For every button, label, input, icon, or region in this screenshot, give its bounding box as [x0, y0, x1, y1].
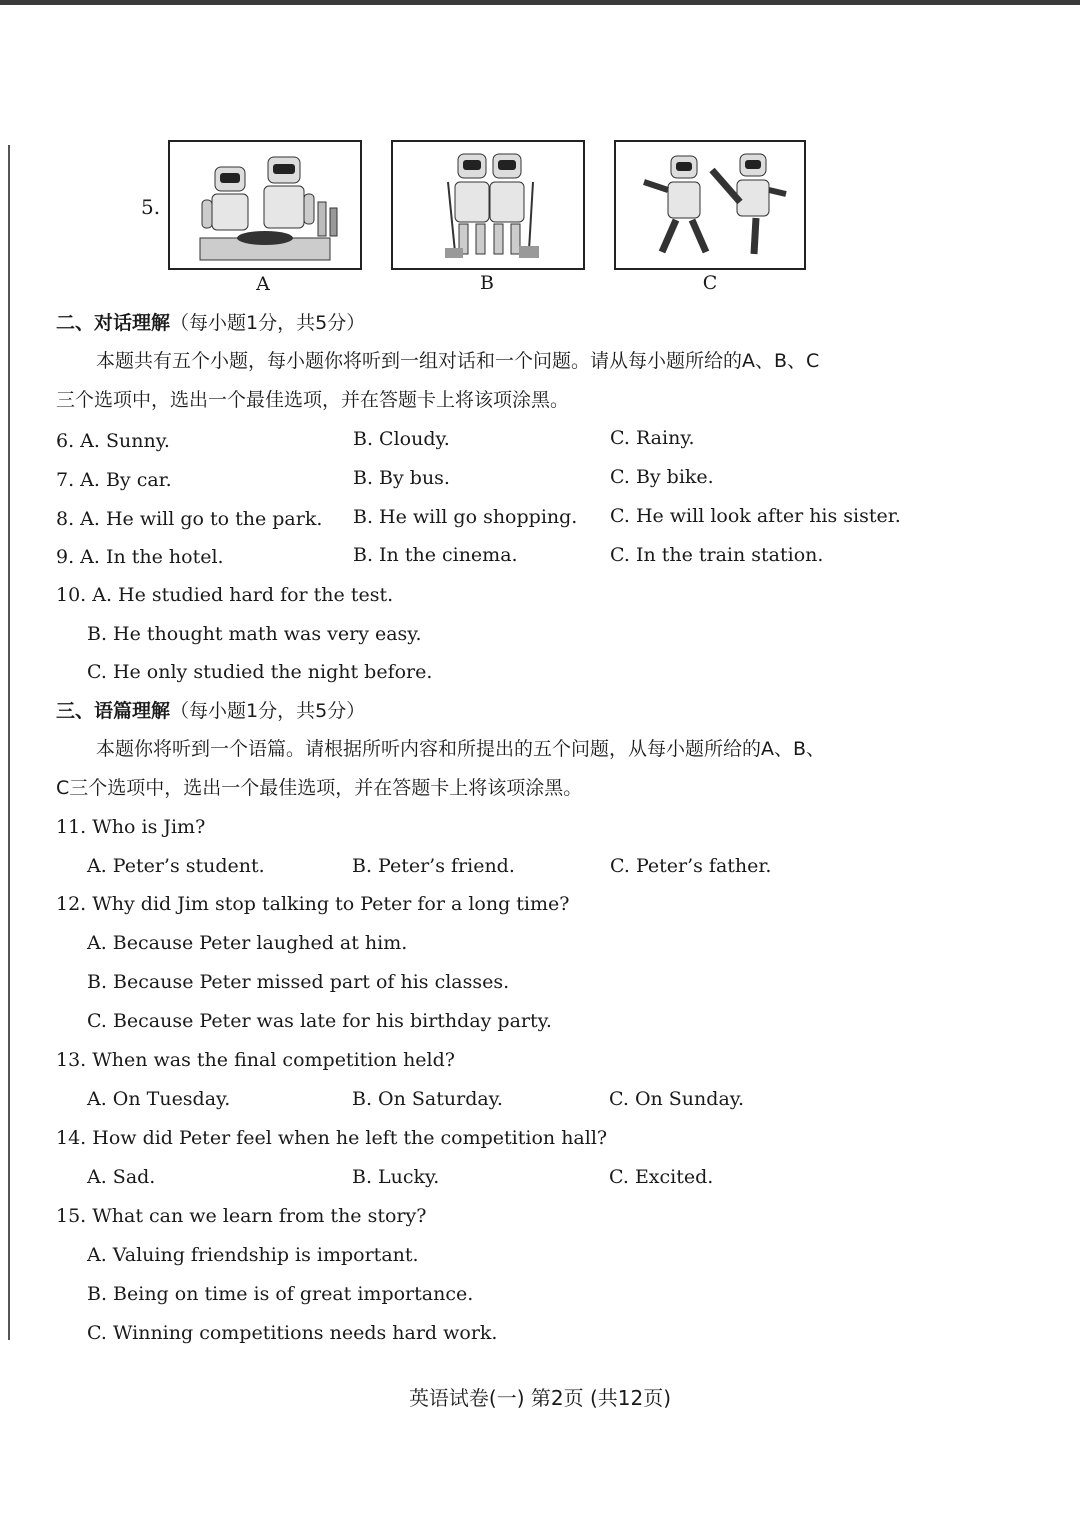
q14-option-c: C. Excited.	[609, 1166, 714, 1188]
section-3-heading	[56, 699, 365, 723]
q9-option-c: C. In the train station.	[610, 544, 824, 566]
question-5-number: 5.	[141, 195, 161, 219]
q13-option-a: A. On Tuesday.	[87, 1088, 231, 1110]
q12-option-b: B. Because Peter missed part of his classes.	[87, 971, 510, 993]
q6-option-c: C. Rainy.	[610, 427, 695, 449]
page-footer: 英语试卷(一) 第2页 (共12页)	[408, 1386, 672, 1410]
robots-sweeping-image	[393, 142, 583, 268]
q10-option-b: B. He thought math was very easy.	[87, 623, 422, 645]
q12-question: 12. Why did Jim stop talking to Peter for a long time?	[56, 893, 570, 915]
q8-option-c: C. He will look after his sister.	[610, 505, 901, 527]
section-2-heading	[56, 311, 365, 335]
option-a-label: A	[256, 273, 270, 295]
q11-option-b: B. Peter’s friend.	[352, 855, 515, 877]
q6-option-a: 6. A. Sunny.	[56, 430, 170, 452]
q15-option-c: C. Winning competitions needs hard work.	[87, 1322, 498, 1344]
q10-option-a: 10. A. He studied hard for the test.	[56, 584, 394, 606]
left-margin-rule	[8, 145, 10, 1340]
section-2-instruction-line-2: 三个选项中，选出一个最佳选项，并在答题卡上将该项涂黑。	[56, 389, 570, 411]
option-c-label: C	[702, 272, 718, 294]
robots-kungfu-image	[616, 142, 804, 268]
q12-option-a: A. Because Peter laughed at him.	[87, 932, 408, 954]
q10-option-c: C. He only studied the night before.	[87, 661, 433, 683]
top-edge-bar	[0, 0, 1080, 5]
section-3-instruction-line-2: C三个选项中，选出一个最佳选项，并在答题卡上将该项涂黑。	[56, 777, 583, 799]
q15-question: 15. What can we learn from the story?	[56, 1205, 427, 1227]
section-2-score: （每小题1分，共5分）	[170, 312, 366, 334]
section-3-instruction-line-1: 本题你将听到一个语篇。请根据所听内容和所提出的五个问题，从每小题所给的A、B、	[96, 738, 826, 760]
q12-option-c: C. Because Peter was late for his birthday party.	[87, 1010, 552, 1032]
section-2-instruction-line-1: 本题共有五个小题，每小题你将听到一组对话和一个问题。请从每小题所给的A、B、C	[96, 350, 820, 372]
q6-option-b: B. Cloudy.	[353, 428, 450, 450]
picture-option-c[interactable]	[614, 140, 806, 270]
q11-option-a: A. Peter’s student.	[87, 855, 265, 877]
section-3-title: 三、语篇理解	[56, 700, 171, 722]
q9-option-a: 9. A. In the hotel.	[56, 546, 224, 568]
q15-option-b: B. Being on time is of great importance.	[87, 1283, 474, 1305]
picture-option-b[interactable]	[391, 140, 585, 270]
q7-option-b: B. By bus.	[353, 467, 450, 489]
option-b-label: B	[480, 272, 494, 294]
q11-question: 11. Who is Jim?	[56, 816, 206, 838]
q14-option-a: A. Sad.	[87, 1166, 156, 1188]
q7-option-c: C. By bike.	[610, 466, 714, 488]
section-2-title: 二、对话理解	[56, 312, 171, 334]
q11-option-c: C. Peter’s father.	[610, 855, 772, 877]
q15-option-a: A. Valuing friendship is important.	[87, 1244, 419, 1266]
q14-option-b: B. Lucky.	[352, 1166, 440, 1188]
q7-option-a: 7. A. By car.	[56, 469, 172, 491]
q8-option-b: B. He will go shopping.	[353, 506, 578, 528]
q8-option-a: 8. A. He will go to the park.	[56, 508, 323, 530]
q13-option-b: B. On Saturday.	[352, 1088, 503, 1110]
q14-question: 14. How did Peter feel when he left the competition hall?	[56, 1127, 608, 1149]
picture-option-a[interactable]	[168, 140, 362, 270]
q13-option-c: C. On Sunday.	[609, 1088, 745, 1110]
q9-option-b: B. In the cinema.	[353, 544, 518, 566]
q13-question: 13. When was the final competition held?	[56, 1049, 455, 1071]
section-3-score: （每小题1分，共5分）	[170, 700, 366, 722]
robots-cooking-image	[170, 142, 360, 268]
